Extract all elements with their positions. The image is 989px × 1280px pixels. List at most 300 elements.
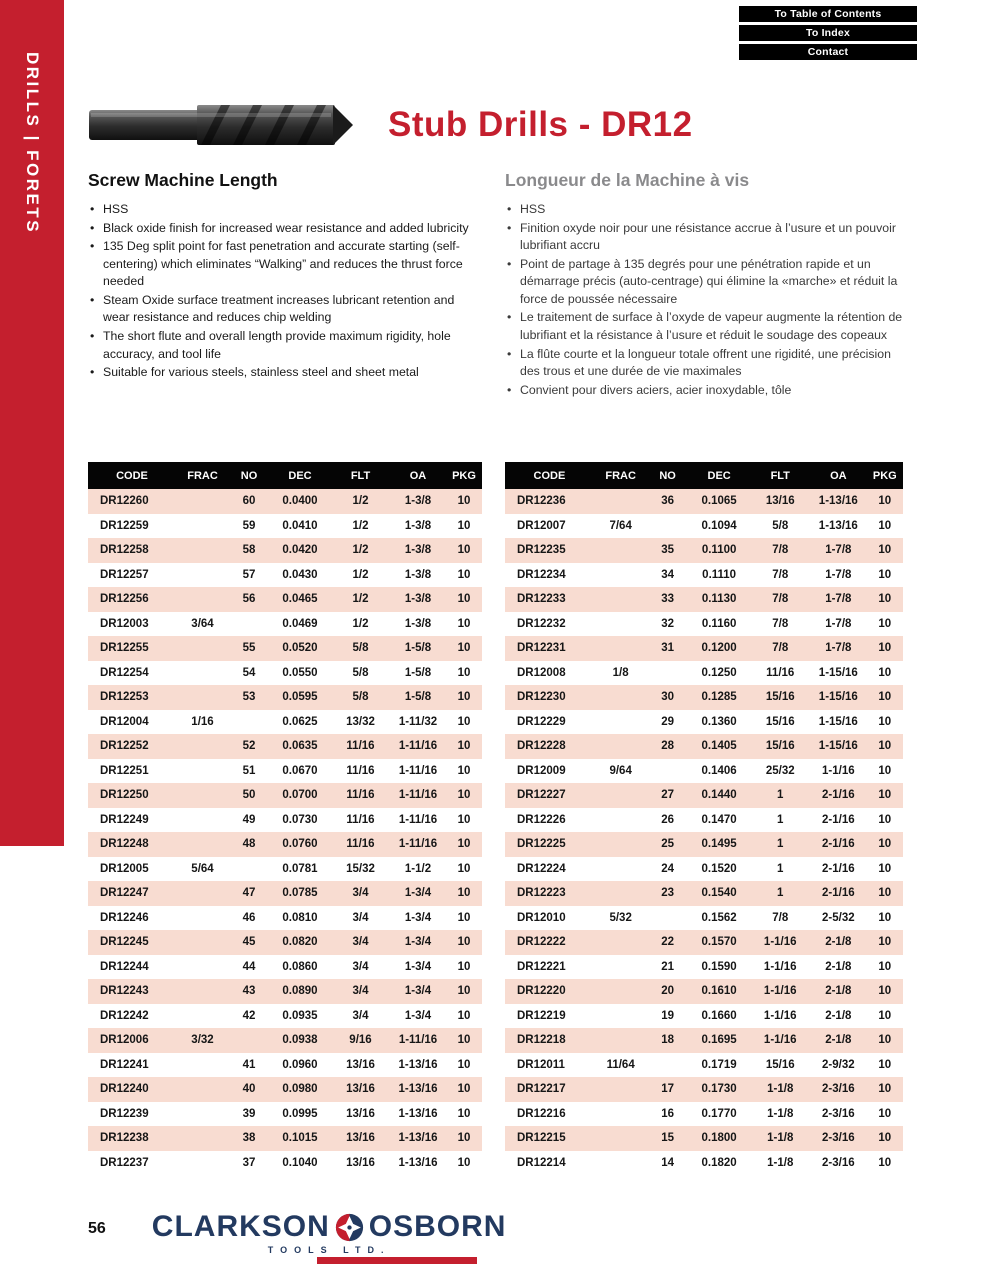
table-cell	[594, 1004, 648, 1029]
table-cell	[176, 563, 229, 588]
table-cell: 1/2	[352, 617, 369, 630]
table-cell: 43	[242, 985, 256, 998]
table-cell: 10	[457, 593, 471, 606]
table-cell: 1-3/4	[404, 985, 432, 998]
table-cell: 2-3/16	[822, 1132, 855, 1145]
table-cell: 19	[661, 1009, 675, 1022]
table-row	[88, 832, 482, 857]
table-cell: 30	[661, 691, 675, 704]
table-cell: 44	[242, 960, 256, 973]
table-row	[505, 1077, 903, 1102]
table-cell: DR12254	[100, 666, 149, 679]
table-cell: 10	[457, 887, 471, 900]
table-row	[88, 1102, 482, 1127]
table-cell	[594, 857, 648, 882]
table-cell: DR12234	[517, 568, 566, 581]
contact-button[interactable]: Contact	[739, 44, 917, 60]
table-cell: DR12219	[517, 1009, 566, 1022]
table-cell: 18	[661, 1034, 675, 1047]
table-cell: 1-1/8	[767, 1083, 794, 1096]
table-cell: 10	[457, 1058, 471, 1071]
table-cell: DR12009	[517, 764, 566, 777]
table-cell: DR12220	[517, 985, 566, 998]
table-cell	[176, 1077, 229, 1102]
table-cell: 0.1730	[701, 1083, 737, 1096]
bullet-item: • Finition oxyde noir pour une résistance accrue à l’usure et un pouvoir lubrifiant accru	[505, 220, 911, 255]
table-cell: 1-11/16	[398, 1034, 438, 1047]
table-row	[88, 661, 482, 686]
table-cell: DR12260	[100, 495, 149, 508]
table-row	[88, 808, 482, 833]
table-cell: 0.0820	[282, 936, 318, 949]
table-cell: DR12005	[100, 862, 149, 875]
table-cell: 1	[777, 789, 784, 802]
table-cell: 1-3/8	[404, 593, 432, 606]
to-index-button[interactable]: To Index	[739, 25, 917, 41]
table-cell: 0.1800	[701, 1132, 737, 1145]
table-cell: 0.0635	[282, 740, 318, 753]
table-row	[505, 710, 903, 735]
table-cell: 2-3/16	[822, 1083, 855, 1096]
table-row	[88, 1004, 482, 1029]
table-cell: 1-3/4	[404, 911, 432, 924]
table-cell: 0.1470	[701, 813, 737, 826]
table-cell: 1-1/16	[763, 985, 797, 998]
table-cell: DR12256	[100, 593, 149, 606]
table-cell: 2-1/8	[825, 1034, 852, 1047]
table-cell	[647, 661, 687, 686]
table-cell: 10	[878, 1034, 892, 1047]
table-cell	[176, 1053, 229, 1078]
table-cell: DR12233	[517, 593, 566, 606]
column-header: FRAC	[594, 462, 648, 489]
table-cell: 10	[878, 936, 892, 949]
table-cell	[176, 538, 229, 563]
table-cell: 1-5/8	[404, 691, 432, 704]
table-cell	[594, 1077, 648, 1102]
column-header: DEC	[269, 462, 331, 489]
bullet-item: • Suitable for various steels, stainless steel and sheet metal	[88, 364, 476, 382]
table-cell: DR12242	[100, 1009, 149, 1022]
table-cell: 1/2	[352, 519, 369, 532]
bullet-item: • La flûte courte et la longueur totale offrent une rigidité, une précision des trous et une durée de vie maximales	[505, 346, 911, 381]
table-cell: 1-3/4	[404, 960, 432, 973]
table-cell: 10	[457, 495, 471, 508]
table-cell: 0.1440	[701, 789, 737, 802]
table-cell: 0.0730	[282, 813, 318, 826]
table-cell: 51	[242, 764, 256, 777]
table-cell: 10	[878, 691, 892, 704]
table-cell: 15/16	[765, 1058, 795, 1071]
table-cell: 2-3/16	[822, 1156, 855, 1169]
table-cell: 5/8	[352, 642, 369, 655]
table-cell: 0.1250	[701, 666, 737, 679]
table-cell: 1-13/16	[398, 1156, 438, 1169]
table-cell: 10	[457, 691, 471, 704]
bullet-item: • 135 Deg split point for fast penetration and accurate starting (self-centering) which eliminates “Walking” and reduces the thrust force needed	[88, 238, 476, 291]
table-cell	[176, 881, 229, 906]
table-cell: 1-13/16	[398, 1083, 438, 1096]
french-bullet-list	[505, 201, 911, 399]
table-cell: 5/64	[191, 862, 214, 875]
table-cell: DR12214	[517, 1156, 566, 1169]
bullet-item: • HSS	[88, 201, 476, 219]
table-cell: 3/4	[352, 960, 369, 973]
table-row	[88, 734, 482, 759]
table-row	[88, 783, 482, 808]
table-cell: 10	[878, 911, 892, 924]
table-cell: 21	[661, 960, 675, 973]
table-cell: DR12251	[100, 764, 149, 777]
table-cell: 1-7/8	[825, 617, 852, 630]
to-table-of-contents-button[interactable]: To Table of Contents	[739, 6, 917, 22]
table-cell: 50	[242, 789, 256, 802]
table-cell: DR12250	[100, 789, 149, 802]
table-cell	[594, 832, 648, 857]
table-cell: 11/64	[606, 1058, 635, 1071]
table-cell: 10	[878, 985, 892, 998]
table-cell: 10	[457, 838, 471, 851]
table-cell: 1-3/4	[404, 1009, 432, 1022]
table-cell: 11/16	[346, 740, 375, 753]
table-cell: 5/8	[772, 519, 789, 532]
french-heading: Longueur de la Machine à vis	[505, 170, 750, 190]
table-cell: DR12227	[517, 789, 566, 802]
table-cell: 9/64	[609, 764, 632, 777]
table-row	[505, 881, 903, 906]
nav-links	[739, 6, 917, 60]
bullet-item: • Black oxide finish for increased wear resistance and added lubricity	[88, 220, 476, 238]
table-cell: 3/32	[191, 1034, 214, 1047]
product-table-right	[505, 462, 903, 1175]
table-row	[505, 808, 903, 833]
table-cell: 10	[457, 789, 471, 802]
table-cell	[229, 857, 269, 882]
table-cell: 1-1/8	[767, 1107, 794, 1120]
table-cell: 34	[661, 568, 675, 581]
table-row	[505, 1004, 903, 1029]
table-cell: 1-13/16	[398, 1058, 438, 1071]
table-cell: 15/16	[765, 715, 795, 728]
table-cell: 1-11/16	[398, 740, 438, 753]
table-cell: 14	[661, 1156, 675, 1169]
table-cell: 3/4	[352, 936, 369, 949]
table-cell	[594, 685, 648, 710]
table-row	[505, 1028, 903, 1053]
table-cell: 10	[878, 887, 892, 900]
column-header: NO	[647, 462, 687, 489]
table-row	[88, 955, 482, 980]
table-cell: 13/32	[346, 715, 375, 728]
table-cell: DR12244	[100, 960, 149, 973]
table-cell: DR12247	[100, 887, 149, 900]
table-cell: 1-15/16	[818, 740, 858, 753]
table-cell: 38	[242, 1132, 256, 1145]
table-cell: 56	[242, 593, 256, 606]
table-cell: 1-7/8	[825, 568, 852, 581]
page-title: Stub Drills - DR12	[388, 105, 693, 144]
column-header: OA	[390, 462, 446, 489]
table-cell	[594, 783, 648, 808]
brand-name-osborn: OSBORN	[368, 1210, 507, 1243]
table-cell	[176, 1004, 229, 1029]
table-cell: 1-15/16	[818, 715, 858, 728]
table-cell	[594, 538, 648, 563]
table-cell: DR12216	[517, 1107, 566, 1120]
table-cell: 0.1360	[701, 715, 737, 728]
table-cell: 10	[457, 862, 471, 875]
table-row	[505, 514, 903, 539]
table-cell: DR12257	[100, 568, 149, 581]
column-header: CODE	[88, 462, 176, 489]
table-cell: 0.1520	[701, 862, 737, 875]
table-cell	[176, 587, 229, 612]
table-row	[505, 930, 903, 955]
table-cell: 15	[661, 1132, 675, 1145]
table-row	[88, 1028, 482, 1053]
table-cell: 3/4	[352, 1009, 369, 1022]
table-cell: 0.0781	[282, 862, 318, 875]
column-header: PKG	[867, 462, 903, 489]
bullet-item: • Le traitement de surface à l’oxyde de vapeur augmente la rétention de lubrifiant et la résistance à l’usure et réduit le soudage des copeaux	[505, 309, 911, 344]
table-cell: 0.1495	[701, 838, 737, 851]
table-cell: DR12231	[517, 642, 566, 655]
table-cell: 10	[457, 936, 471, 949]
table-cell: 0.1406	[701, 764, 737, 777]
table-cell: DR12221	[517, 960, 566, 973]
table-cell: 31	[661, 642, 675, 655]
table-cell: 2-1/8	[825, 960, 852, 973]
table-header-row	[88, 462, 482, 489]
table-cell: 10	[457, 960, 471, 973]
table-cell: DR12011	[517, 1058, 565, 1071]
column-header: OA	[810, 462, 867, 489]
table-cell	[229, 612, 269, 637]
table-row	[505, 906, 903, 931]
table-row	[505, 857, 903, 882]
table-cell: 10	[878, 593, 892, 606]
table-cell: 1-3/4	[404, 936, 432, 949]
table-cell: 10	[878, 862, 892, 875]
table-cell: DR12224	[517, 862, 566, 875]
table-cell	[176, 759, 229, 784]
table-cell: 13/16	[346, 1107, 375, 1120]
table-cell: 10	[457, 568, 471, 581]
table-cell: 0.1660	[701, 1009, 737, 1022]
bullet-item: • HSS	[505, 201, 911, 219]
table-row	[88, 685, 482, 710]
table-row	[505, 759, 903, 784]
table-row	[88, 930, 482, 955]
table-cell: 10	[878, 764, 892, 777]
column-header: FLT	[331, 462, 390, 489]
table-cell: 57	[242, 568, 256, 581]
table-cell: DR12240	[100, 1083, 149, 1096]
table-cell: 13/16	[346, 1132, 375, 1145]
table-cell: 7/8	[772, 617, 789, 630]
table-cell: 33	[661, 593, 675, 606]
table-cell: 41	[242, 1058, 256, 1071]
table-cell: 0.0995	[282, 1107, 318, 1120]
table-cell: DR12010	[517, 911, 566, 924]
table-body-right	[505, 489, 903, 1175]
table-cell: 1-7/8	[825, 544, 852, 557]
table-cell: 7/8	[772, 911, 789, 924]
table-cell: 1-13/16	[818, 519, 858, 532]
table-cell: DR12258	[100, 544, 149, 557]
table-cell: 10	[457, 740, 471, 753]
table-cell: 1-1/16	[763, 1034, 797, 1047]
table-cell: 1	[777, 813, 784, 826]
table-cell: 25/32	[765, 764, 795, 777]
table-cell: 1-13/16	[398, 1132, 438, 1145]
table-cell	[594, 563, 648, 588]
page-number: 56	[88, 1220, 106, 1237]
table-row	[505, 661, 903, 686]
table-cell: 16	[661, 1107, 675, 1120]
table-cell: 32	[661, 617, 675, 630]
table-cell: 10	[457, 1132, 471, 1145]
table-row	[505, 979, 903, 1004]
table-cell: 0.1820	[701, 1156, 737, 1169]
table-cell: 35	[661, 544, 675, 557]
table-cell	[594, 489, 648, 514]
clarkson-osborn-logo-icon	[335, 1213, 364, 1242]
table-cell: 0.0550	[282, 666, 318, 679]
table-row	[88, 636, 482, 661]
table-cell: 10	[878, 813, 892, 826]
table-cell: 10	[457, 715, 471, 728]
table-cell: DR12218	[517, 1034, 566, 1047]
table-body-left	[88, 489, 482, 1175]
column-header: FRAC	[176, 462, 229, 489]
english-section	[88, 170, 476, 383]
table-cell	[176, 979, 229, 1004]
table-cell: 10	[878, 519, 892, 532]
table-cell: DR12003	[100, 617, 149, 630]
table-cell: 10	[878, 789, 892, 802]
table-cell: 10	[457, 617, 471, 630]
table-cell: 49	[242, 813, 256, 826]
table-cell: 1	[777, 887, 784, 900]
table-row	[88, 979, 482, 1004]
column-header: NO	[229, 462, 269, 489]
table-cell: 0.0960	[282, 1058, 318, 1071]
table-cell: 10	[457, 642, 471, 655]
table-cell: 1/2	[352, 495, 369, 508]
table-cell: 10	[878, 495, 892, 508]
table-cell	[176, 955, 229, 980]
table-row	[505, 1151, 903, 1176]
table-cell: DR12235	[517, 544, 566, 557]
table-cell: DR12222	[517, 936, 566, 949]
table-cell: 1-11/16	[398, 813, 438, 826]
table-cell: DR12004	[100, 715, 149, 728]
table-cell	[594, 955, 648, 980]
table-cell: 10	[878, 1009, 892, 1022]
table-cell: 11/16	[346, 838, 375, 851]
table-cell: 1-1/2	[404, 862, 432, 875]
table-cell: 0.1570	[701, 936, 737, 949]
bullet-item: • Point de partage à 135 degrés pour une pénétration rapide et un démarrage précis (auto-centrage) qui élimine la «marche» et réduit la force de poussée nécessaire	[505, 256, 911, 309]
table-cell: 36	[661, 495, 675, 508]
table-cell: 11/16	[346, 764, 375, 777]
table-cell: 37	[242, 1156, 256, 1169]
table-cell	[176, 685, 229, 710]
table-cell: 3/4	[352, 887, 369, 900]
table-cell: DR12237	[100, 1156, 149, 1169]
table-cell	[594, 1028, 648, 1053]
table-cell: 2-5/32	[822, 911, 855, 924]
table-cell: 2-9/32	[822, 1058, 855, 1071]
table-cell: 5/32	[609, 911, 632, 924]
table-row	[88, 759, 482, 784]
table-cell: 0.1200	[701, 642, 737, 655]
column-header: PKG	[446, 462, 482, 489]
table-cell: 0.1590	[701, 960, 737, 973]
table-cell	[176, 1102, 229, 1127]
table-cell	[176, 783, 229, 808]
table-cell: 47	[242, 887, 256, 900]
table-cell: 15/16	[765, 740, 795, 753]
table-cell: 0.0670	[282, 764, 318, 777]
table-cell: 29	[661, 715, 675, 728]
table-cell: 7/64	[609, 519, 632, 532]
table-cell: 0.0520	[282, 642, 318, 655]
table-cell: 0.0938	[282, 1034, 318, 1047]
table-cell: 1-13/16	[398, 1107, 438, 1120]
table-cell	[176, 906, 229, 931]
table-cell: 10	[878, 740, 892, 753]
table-row	[505, 734, 903, 759]
table-cell: DR12239	[100, 1107, 149, 1120]
table-cell: 13/16	[346, 1083, 375, 1096]
table-cell: 1-1/16	[763, 936, 797, 949]
table-cell: 0.1285	[701, 691, 737, 704]
table-cell: 7/8	[772, 544, 789, 557]
table-cell: 23	[661, 887, 675, 900]
table-cell: 1-11/16	[398, 838, 438, 851]
table-cell: DR12252	[100, 740, 149, 753]
table-cell: 2-1/16	[822, 813, 855, 826]
table-row	[88, 489, 482, 514]
table-cell: 0.1562	[701, 911, 737, 924]
table-cell: 10	[457, 519, 471, 532]
table-cell: 1-7/8	[825, 593, 852, 606]
table-row	[505, 538, 903, 563]
table-cell: 3/64	[191, 617, 214, 630]
table-cell: DR12007	[517, 519, 566, 532]
table-row	[505, 1053, 903, 1078]
table-row	[88, 906, 482, 931]
table-cell	[176, 489, 229, 514]
table-cell	[229, 1028, 269, 1053]
table-cell: 0.0935	[282, 1009, 318, 1022]
sidebar-label: DRILLS | FORETS	[23, 52, 42, 235]
table-cell: 11/16	[346, 789, 375, 802]
table-cell: DR12217	[517, 1083, 566, 1096]
table-cell: DR12232	[517, 617, 566, 630]
table-cell	[647, 759, 687, 784]
table-cell: 10	[457, 544, 471, 557]
table-cell: DR12228	[517, 740, 566, 753]
table-cell: 0.0700	[282, 789, 318, 802]
table-cell	[647, 1053, 687, 1078]
table-cell: 13/16	[346, 1156, 375, 1169]
table-cell: 39	[242, 1107, 256, 1120]
table-cell: 0.1540	[701, 887, 737, 900]
table-row	[88, 1126, 482, 1151]
